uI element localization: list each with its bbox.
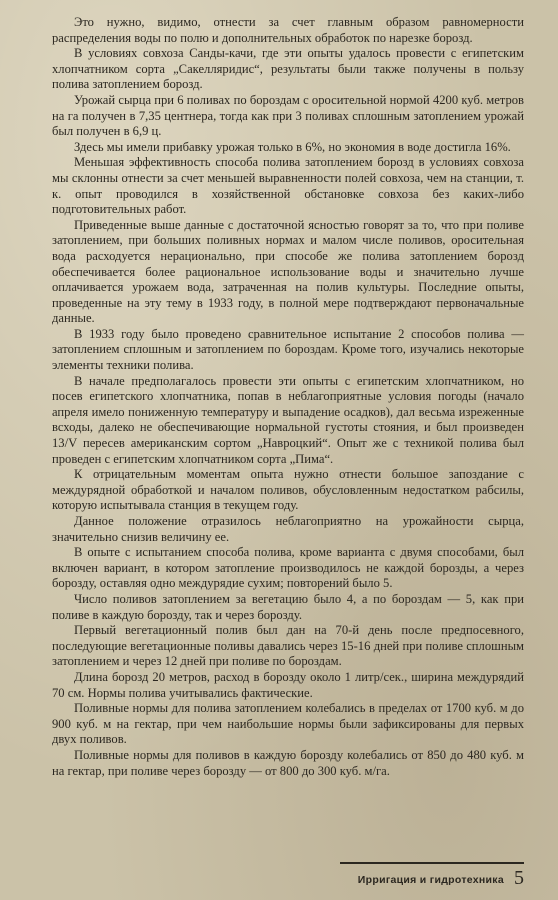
journal-title: Ирригация и гидротехника [357, 874, 504, 886]
paragraph: Меньшая эффективность способа полива затоплением борозд в условиях совхоза мы склонны отнести за счет меньшей выравненности полей совхоза, чем на станции, т. к. опыт проводился в хозяйственной обстановке совхоза без каких-либо подготовительных работ. [52, 155, 524, 217]
paragraph: Первый вегетационный полив был дан на 70-й день после предпосевного, последующие вегетационные поливы давались через 15-16 дней при поливе сплошным затоплением и через 12 дней при поливе по бороздам. [52, 623, 524, 669]
paragraph: Длина борозд 20 метров, расход в борозду около 1 литр/сек., ширина междурядий 70 см. Нормы полива учитывались фактические. [52, 669, 524, 700]
paragraph: Поливные нормы для поливов в каждую борозду колебались от 850 до 480 куб. м на гектар, при поливе через борозду — от 800 до 300 куб. м/га. [52, 747, 524, 778]
paragraph: В опыте с испытанием способа полива, кроме варианта с двумя способами, был включен вариант, в котором затопление производилось не каждой борозды, а через борозду, оставляя одно междурядие сухим; повторений было 5. [52, 545, 524, 591]
paragraph: Это нужно, видимо, отнести за счет главным образом равномерности распределения воды по полю и дополнительных обработок по нарезке борозд. [52, 15, 524, 45]
paragraph: Число поливов затоплением за вегетацию было 4, а по бороздам — 5, как при поливе в каждую борозду, так и через борозду. [52, 591, 524, 622]
paragraph: Здесь мы имели прибавку урожая только в 6%, но экономия в воде достигла 16%. [74, 139, 511, 154]
paragraph: В условиях совхоза Санды-качи, где эти опыты удалось провести с египетским хлопчатником сорта „Сакелляридис“, результаты были также получены в пользу полива затоплением борозд. [52, 46, 524, 92]
paragraph: В начале предполагалось провести эти опыты с египетским хлопчатником, но посев египетского хлопчатника, попав в неблагоприятные условия погоды (начало апреля имело пониженную температуру и выпадение осадков), дал весьма изреженные всходы, далеко не обеспечивающие нормальной густоты стояния, и был произведен 13/V пересев американским сортом „Навроцкий“. Опыт же с техникой полива был проведен с египетским хлопчатником сорта „Пима“. [52, 373, 524, 466]
paragraph: Приведенные выше данные с достаточной ясностью говорят за то, что при поливе затоплением, при больших поливных нормах и малом числе поливов, оросительная вода расходуется нерационально, при способе же полива затоплением борозд обеспечивается более рациональное использование воды и значительно лучше оплачивается урожаем вода, затраченная на полив культуры. Последние опыты, проведенные на эту тему в 1933 году, в полной мере подтверждают первоначальные данные. [52, 217, 524, 326]
paragraph: К отрицательным моментам опыта нужно отнести большое запоздание с междурядной обработкой и началом поливов, обусловленным недостатком рабсилы, которую испытывала станция в текущем году. [52, 467, 524, 513]
paragraph: Данное положение отразилось неблагоприятно на урожайности сырца, значительно снизив величину ее. [52, 514, 524, 544]
paragraph: Поливные нормы для полива затоплением колебались в пределах от 1700 куб. м до 900 куб. м на гектар, при чем наибольшие нормы были зафиксированы для первых двух поливов. [52, 701, 524, 747]
page-footer [340, 862, 524, 888]
body-text [52, 15, 524, 779]
paragraph: Урожай сырца при 6 поливах по бороздам с оросительной нормой 4200 куб. метров на га получен в 7,35 центнера, тогда как при 3 поливах сплошным затоплением урожай был получен в 6,9 ц. [52, 92, 524, 139]
page-number: 5 [514, 867, 524, 889]
paragraph: В 1933 году было проведено сравнительное испытание 2 способов полива — затоплением сплошным и затоплением по бороздам. Кроме того, изучались некоторые элементы техники полива. [52, 326, 524, 373]
